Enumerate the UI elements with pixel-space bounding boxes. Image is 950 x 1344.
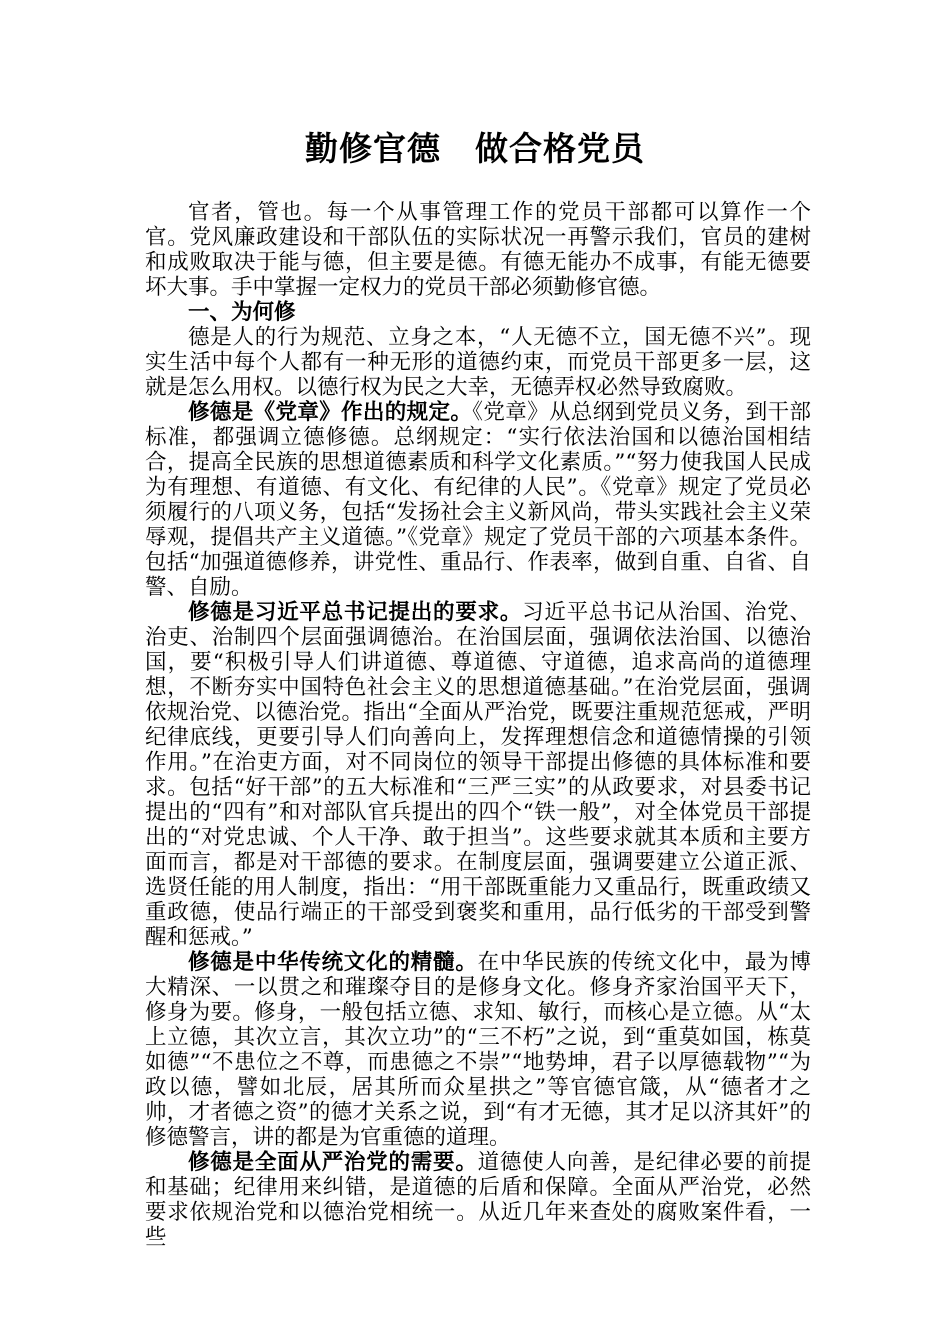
- point-lead: 修德是习近平总书记提出的要求。: [188, 600, 523, 625]
- point-lead: 修德是《党章》作出的规定。: [188, 400, 473, 425]
- point-paragraph-strict-governance: [145, 1150, 811, 1250]
- point-paragraph-requirement: [145, 600, 811, 950]
- section-heading: 一、为何修: [188, 300, 296, 325]
- section-intro-paragraph: 德是人的行为规范、立身之本，“人无德不立，国无德不兴”。现实生活中每个人都有一种无形的道德约束，而党员干部更多一层，这就是怎么用权。以德行权为民之大幸，无德弄权必然导致腐败。: [145, 325, 811, 400]
- point-text: 道德使人向善，是纪律必要的前提和基础；纪律用来纠错，是道德的后盾和保障。全面从严治党，必然要求依规治党和以德治党相统一。从近几年来查处的腐败案件看，一些: [145, 1150, 811, 1250]
- point-paragraph-tradition: [145, 950, 811, 1150]
- point-lead: 修德是中华传统文化的精髓。: [188, 950, 478, 975]
- point-text: 在中华民族的传统文化中，最为博大精深、一以贯之和璀璨夺目的是修身文化。修身齐家治国平天下，修身为要。修身，一般包括立德、求知、敏行，而核心是立德。从“太上立德，其次立言，其次立功”的“三不朽”之说，到“重莫如国，栋莫如德”“不患位之不尊，而患德之不崇”“地势坤，君子以厚德载物”“为政以德，譬如北辰，居其所而众星拱之”等官德官箴，从“德者才之帅，才者德之资”的德才关系之说，到“有才无德，其才足以济其奸”的修德警言，讲的都是为官重德的道理。: [145, 950, 811, 1150]
- document-title: 勤修官德 做合格党员: [305, 129, 645, 168]
- point-text: 习近平总书记从治国、治党、治吏、治制四个层面强调德治。在治国层面，强调依法治国、以德治国，要“积极引导人们讲道德、尊道德、守道德，追求高尚的道德理想，不断夯实中国特色社会主义的思想道德基础。”在治党层面，强调依规治党、以德治党。指出“全面从严治党，既要注重规范惩戒，严明纪律底线，更要引导人们向善向上，发挥理想信念和道德情操的引领作用。”在治吏方面，对不同岗位的领导干部提出修德的具体标准和要求。包括“好干部”的五大标准和“三严三实”的从政要求，对县委书记提出的“四有”和对部队官兵提出的四个“铁一般”，对全体党员干部提出的“对党忠诚、个人干净、敢于担当”。这些要求就其本质和主要方面而言，都是对干部德的要求。在制度层面，强调要建立公道正派、选贤任能的用人制度，指出：“用干部既重能力又重品行，既重政绩又重政德，使品行端正的干部受到褒奖和重用，品行低劣的干部受到警醒和惩戒。”: [145, 600, 811, 950]
- intro-paragraph: 官者，管也。每一个从事管理工作的党员干部都可以算作一个官。党风廉政建设和干部队伍的实际状况一再警示我们，官员的建树和成败取决于能与德，但主要是德。有德无能办不成事，有能无德要坏大事。手中掌握一定权力的党员干部必须勤修官德。: [145, 200, 811, 300]
- point-text: 《党章》从总纲到党员义务，到干部标准，都强调立德修德。总纲规定：“实行依法治国和以德治国相结合，提高全民族的思想道德素质和科学文化素质。”“努力使我国人民成为有理想、有道德、有文化、有纪律的人民”。《党章》规定了党员必须履行的八项义务，包括“发扬社会主义新风尚，带头实践社会主义荣辱观，提倡共产主义道德。”《党章》规定了党员干部的六项基本条件。包括“加强道德修养，讲党性、重品行、作表率，做到自重、自省、自警、自励。: [145, 400, 811, 600]
- point-lead: 修德是全面从严治党的需要。: [188, 1150, 478, 1175]
- point-paragraph-party-constitution: [145, 400, 811, 600]
- document-body: [145, 200, 811, 1250]
